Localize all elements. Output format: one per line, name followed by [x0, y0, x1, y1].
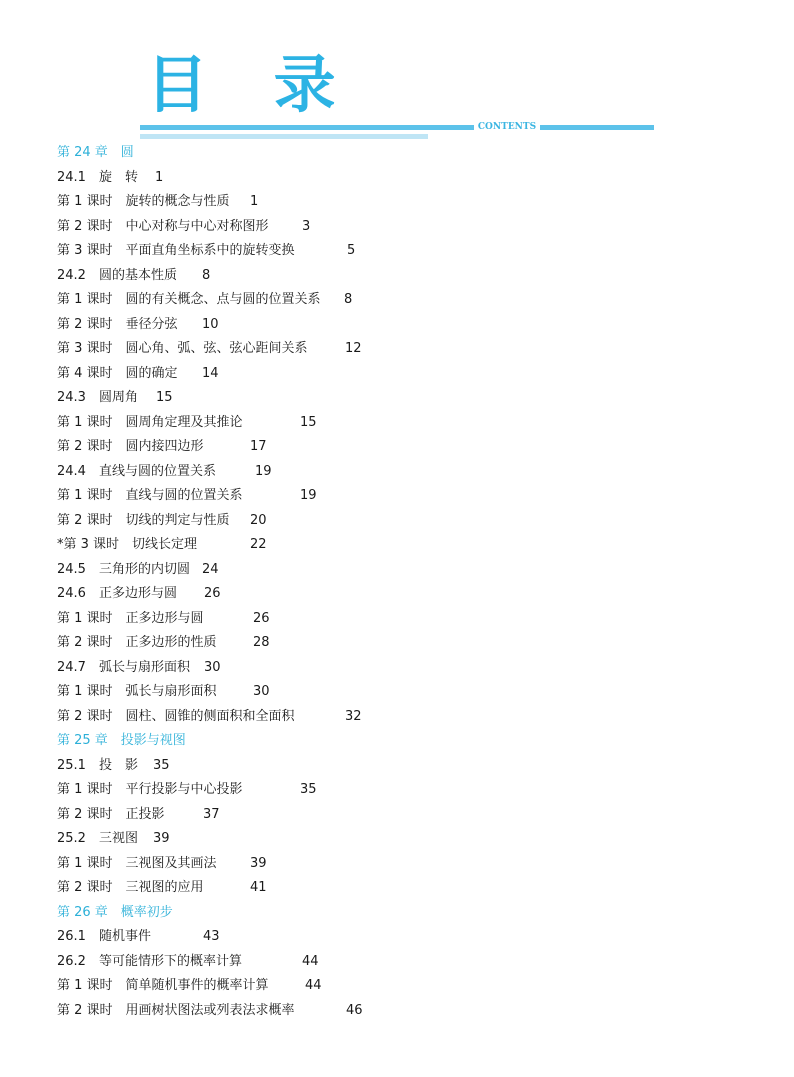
toc-lesson — [57, 288, 777, 313]
title-underline-bar-right — [540, 125, 654, 130]
toc-section — [57, 166, 777, 191]
toc-entry-label: 第 1 课时 简单随机事件的概率计算 — [57, 978, 269, 993]
toc-lesson — [57, 484, 777, 509]
toc-entry-page: 35 — [153, 757, 170, 773]
toc-entry-page: 19 — [255, 463, 272, 479]
toc-section — [57, 582, 777, 607]
toc-entry-page: 19 — [300, 488, 317, 503]
toc-entry-page: 32 — [345, 708, 362, 724]
toc-entry-label: 第 2 课时 用画树状图法或列表法求概率 — [57, 1002, 295, 1018]
toc-entry-label: 第 1 课时 弧长与扇形面积 — [57, 684, 217, 699]
toc-section — [57, 925, 777, 950]
toc-section — [57, 386, 777, 411]
toc-lesson — [57, 607, 777, 632]
toc-entry-page: 41 — [250, 880, 267, 895]
toc-entry-label: 第 3 课时 圆心角、弧、弦、弦心距间关系 — [57, 341, 308, 356]
toc-entry-page: 8 — [202, 267, 211, 283]
contents-label: CONTENTS — [477, 122, 537, 132]
toc-entry-page: 3 — [302, 218, 311, 234]
toc-chapter — [57, 901, 777, 926]
toc-entry-label: 24.4 直线与圆的位置关系 — [57, 463, 216, 479]
page-title: 目 录 — [146, 48, 358, 121]
toc-entry-page: 39 — [250, 855, 267, 871]
toc-entry-page: 20 — [250, 512, 267, 528]
toc-entry-label: 第 1 课时 正多边形与圆 — [57, 610, 204, 626]
toc-lesson — [57, 680, 777, 705]
toc-entry-page: 39 — [153, 831, 170, 846]
toc-lesson — [57, 778, 777, 803]
toc-section — [57, 460, 777, 485]
toc-entry-label: 第 3 课时 平面直角坐标系中的旋转变换 — [57, 243, 295, 258]
toc-lesson — [57, 509, 777, 534]
toc-entry-label: 25.1 投 影 — [57, 757, 138, 773]
toc-entry-label: 第 1 课时 圆周角定理及其推论 — [57, 414, 243, 430]
toc-section — [57, 754, 777, 779]
toc-entry-page: 5 — [347, 243, 356, 258]
toc-entry-page: 10 — [202, 316, 219, 332]
toc-entry-page: 30 — [253, 684, 270, 699]
toc-entry-page: 26 — [253, 610, 270, 626]
toc-entry-label: 第 2 课时 三视图的应用 — [57, 880, 204, 895]
toc-entry-label: 第 24 章 圆 — [57, 145, 134, 160]
toc-entry-page: 26 — [204, 586, 221, 601]
toc-section — [57, 950, 777, 975]
toc-chapter — [57, 141, 777, 166]
toc-entry-page: 1 — [155, 169, 164, 185]
toc-lesson — [57, 631, 777, 656]
toc-entry-label: 第 2 课时 正多边形的性质 — [57, 635, 217, 650]
toc-entry-page: 1 — [250, 194, 259, 209]
toc-entry-page: 12 — [345, 341, 362, 356]
toc-entry-page: 15 — [156, 390, 173, 405]
toc-entry-page: 44 — [302, 953, 319, 969]
toc-lesson — [57, 533, 777, 558]
toc-entry-label: 24.2 圆的基本性质 — [57, 267, 177, 283]
toc-entry-page: 28 — [253, 635, 270, 650]
toc-section — [57, 558, 777, 583]
toc-entry-label: 第 1 课时 旋转的概念与性质 — [57, 194, 230, 209]
toc-entry-label: 第 2 课时 中心对称与中心对称图形 — [57, 218, 269, 234]
toc-entry-label: 第 1 课时 三视图及其画法 — [57, 855, 217, 871]
toc-lesson — [57, 852, 777, 877]
toc-section — [57, 656, 777, 681]
toc-entry-label: 第 25 章 投影与视图 — [57, 733, 186, 748]
toc-lesson — [57, 974, 777, 999]
toc-entry-label: 第 2 课时 切线的判定与性质 — [57, 512, 230, 528]
toc-entry-page: 43 — [203, 929, 220, 944]
toc-entry-label: 第 2 课时 垂径分弦 — [57, 316, 178, 332]
toc-entry-label: 24.7 弧长与扇形面积 — [57, 659, 190, 675]
toc-entry-page: 24 — [202, 561, 219, 577]
toc-lesson — [57, 239, 777, 264]
toc-entry-label: 24.3 圆周角 — [57, 390, 138, 405]
toc-entry-label: 26.2 等可能情形下的概率计算 — [57, 953, 242, 969]
toc-lesson — [57, 803, 777, 828]
toc-lesson — [57, 999, 777, 1024]
toc-entry-page: 8 — [344, 292, 353, 307]
toc-entry-label: 第 2 课时 圆柱、圆锥的侧面积和全面积 — [57, 708, 295, 724]
toc-entry-page: 44 — [305, 978, 322, 993]
toc-entry-label: 25.2 三视图 — [57, 831, 138, 846]
toc-lesson — [57, 337, 777, 362]
toc-lesson — [57, 876, 777, 901]
toc-lesson — [57, 190, 777, 215]
toc-entry-label: 24.6 正多边形与圆 — [57, 586, 177, 601]
toc-entry-label: *第 3 课时 切线长定理 — [57, 537, 198, 552]
title-underline-bar — [140, 125, 474, 130]
toc-entry-page: 17 — [250, 439, 267, 454]
toc-entry-label: 26.1 随机事件 — [57, 929, 151, 944]
toc-entry-label: 24.1 旋 转 — [57, 169, 138, 185]
toc-lesson — [57, 705, 777, 730]
toc-entry-page: 37 — [203, 806, 220, 822]
toc-section — [57, 827, 777, 852]
toc-entry-label: 第 26 章 概率初步 — [57, 904, 173, 920]
toc-entry-page: 14 — [202, 365, 219, 381]
toc-lesson — [57, 411, 777, 436]
toc-entry-label: 第 1 课时 平行投影与中心投影 — [57, 782, 243, 797]
toc-entry-page: 46 — [346, 1002, 363, 1018]
toc-entry-label: 24.5 三角形的内切圆 — [57, 561, 190, 577]
toc-lesson — [57, 362, 777, 387]
toc-entry-page: 15 — [300, 414, 317, 430]
toc-section — [57, 264, 777, 289]
table-of-contents — [57, 141, 777, 1023]
toc-entry-page: 30 — [204, 659, 221, 675]
toc-entry-page: 35 — [300, 782, 317, 797]
toc-lesson — [57, 313, 777, 338]
toc-entry-label: 第 1 课时 直线与圆的位置关系 — [57, 488, 243, 503]
toc-lesson — [57, 215, 777, 240]
title-subline-bar — [140, 134, 428, 139]
toc-entry-label: 第 2 课时 正投影 — [57, 806, 165, 822]
toc-entry-label: 第 1 课时 圆的有关概念、点与圆的位置关系 — [57, 292, 321, 307]
toc-chapter — [57, 729, 777, 754]
toc-entry-page: 22 — [250, 537, 267, 552]
toc-lesson — [57, 435, 777, 460]
toc-entry-label: 第 4 课时 圆的确定 — [57, 365, 178, 381]
toc-entry-label: 第 2 课时 圆内接四边形 — [57, 439, 204, 454]
